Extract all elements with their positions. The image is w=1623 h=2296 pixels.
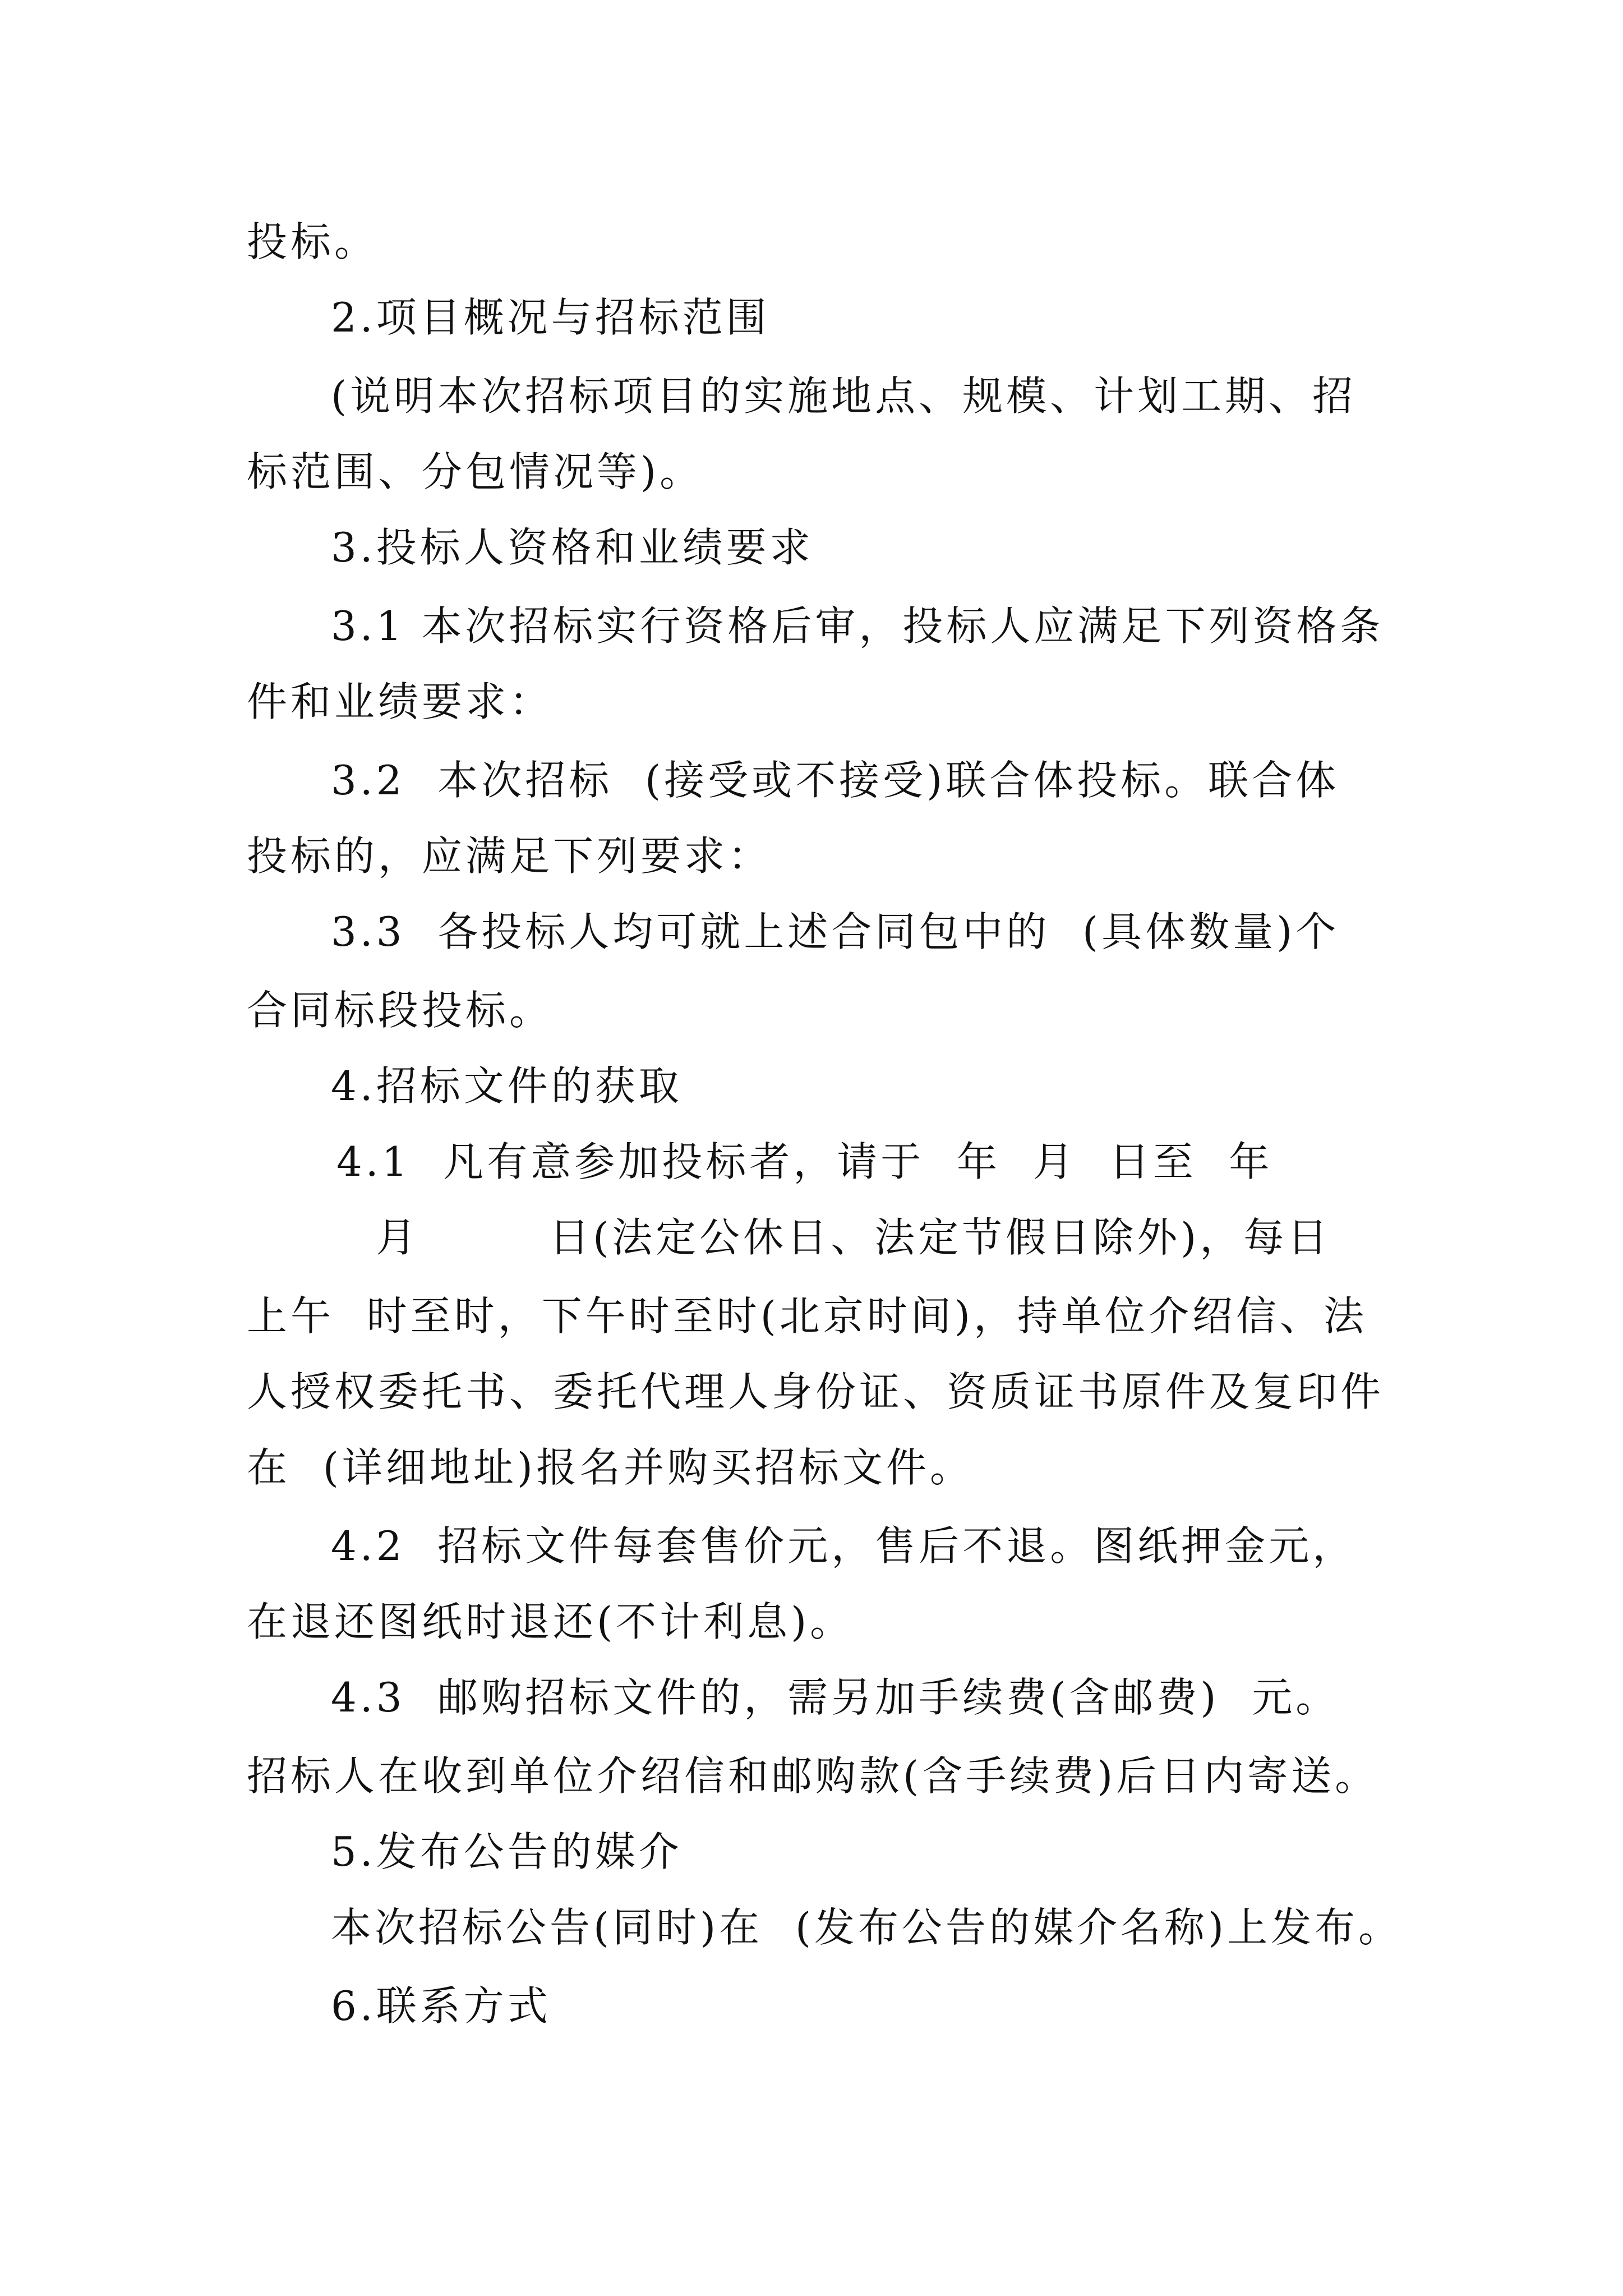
text-line-4-1-a: 4.1 凡有意参加投标者，请于 年 月 日至 年 — [336, 1138, 1273, 1185]
text-line-3-3-a: 3.3 各投标人均可就上述合同包中的 (具体数量)个 — [331, 908, 1340, 955]
section-heading-contact: 6.联系方式 — [331, 1982, 551, 2030]
text-line-3-3-b: 合同标段投标。 — [247, 987, 554, 1034]
text-line-project-note-2: 标范围、分包情况等)。 — [247, 448, 704, 495]
text-line-4-1-d: 人授权委托书、委托代理人身份证、资质证书原件及复印件 — [247, 1368, 1385, 1415]
section-heading-project-overview: 2.项目概况与招标范围 — [331, 294, 770, 341]
text-line-project-note-1: (说明本次招标项目的实施地点、规模、计划工期、招 — [331, 372, 1357, 420]
text-line-4-3-a: 4.3 邮购招标文件的，需另加手续费(含邮费) 元。 — [331, 1674, 1340, 1721]
text-line-4-1-b: 月 日(法定公休日、法定节假日除外)，每日 — [376, 1214, 1331, 1261]
text-line-continuation: 投标。 — [247, 218, 379, 265]
section-heading-bid-documents: 4.招标文件的获取 — [331, 1062, 683, 1110]
text-line-3-2-a: 3.2 本次招标 (接受或不接受)联合体投标。联合体 — [331, 757, 1340, 804]
text-line-3-2-b: 投标的，应满足下列要求： — [247, 832, 772, 880]
text-line-3-1-b: 件和业绩要求： — [247, 678, 554, 725]
text-line-publication: 本次招标公告(同时)在 (发布公告的媒介名称)上发布。 — [331, 1904, 1403, 1951]
text-line-4-1-e: 在 (详细地址)报名并购买招标文件。 — [247, 1444, 974, 1491]
section-heading-qualification: 3.投标人资格和业绩要求 — [331, 524, 814, 571]
text-line-4-1-c: 上午 时至时，下午时至时(北京时间)，持单位介绍信、法 — [247, 1292, 1367, 1340]
text-line-4-3-b: 招标人在收到单位介绍信和邮购款(含手续费)后日内寄送。 — [247, 1752, 1379, 1800]
text-line-3-1-a: 3.1 本次招标实行资格后审，投标人应满足下列资格条 — [331, 602, 1384, 650]
section-heading-publication-media: 5.发布公告的媒介 — [331, 1828, 683, 1875]
text-line-4-2-b: 在退还图纸时退还(不计利息)。 — [247, 1598, 854, 1645]
text-line-4-2-a: 4.2 招标文件每套售价元，售后不退。图纸押金元， — [331, 1522, 1357, 1570]
